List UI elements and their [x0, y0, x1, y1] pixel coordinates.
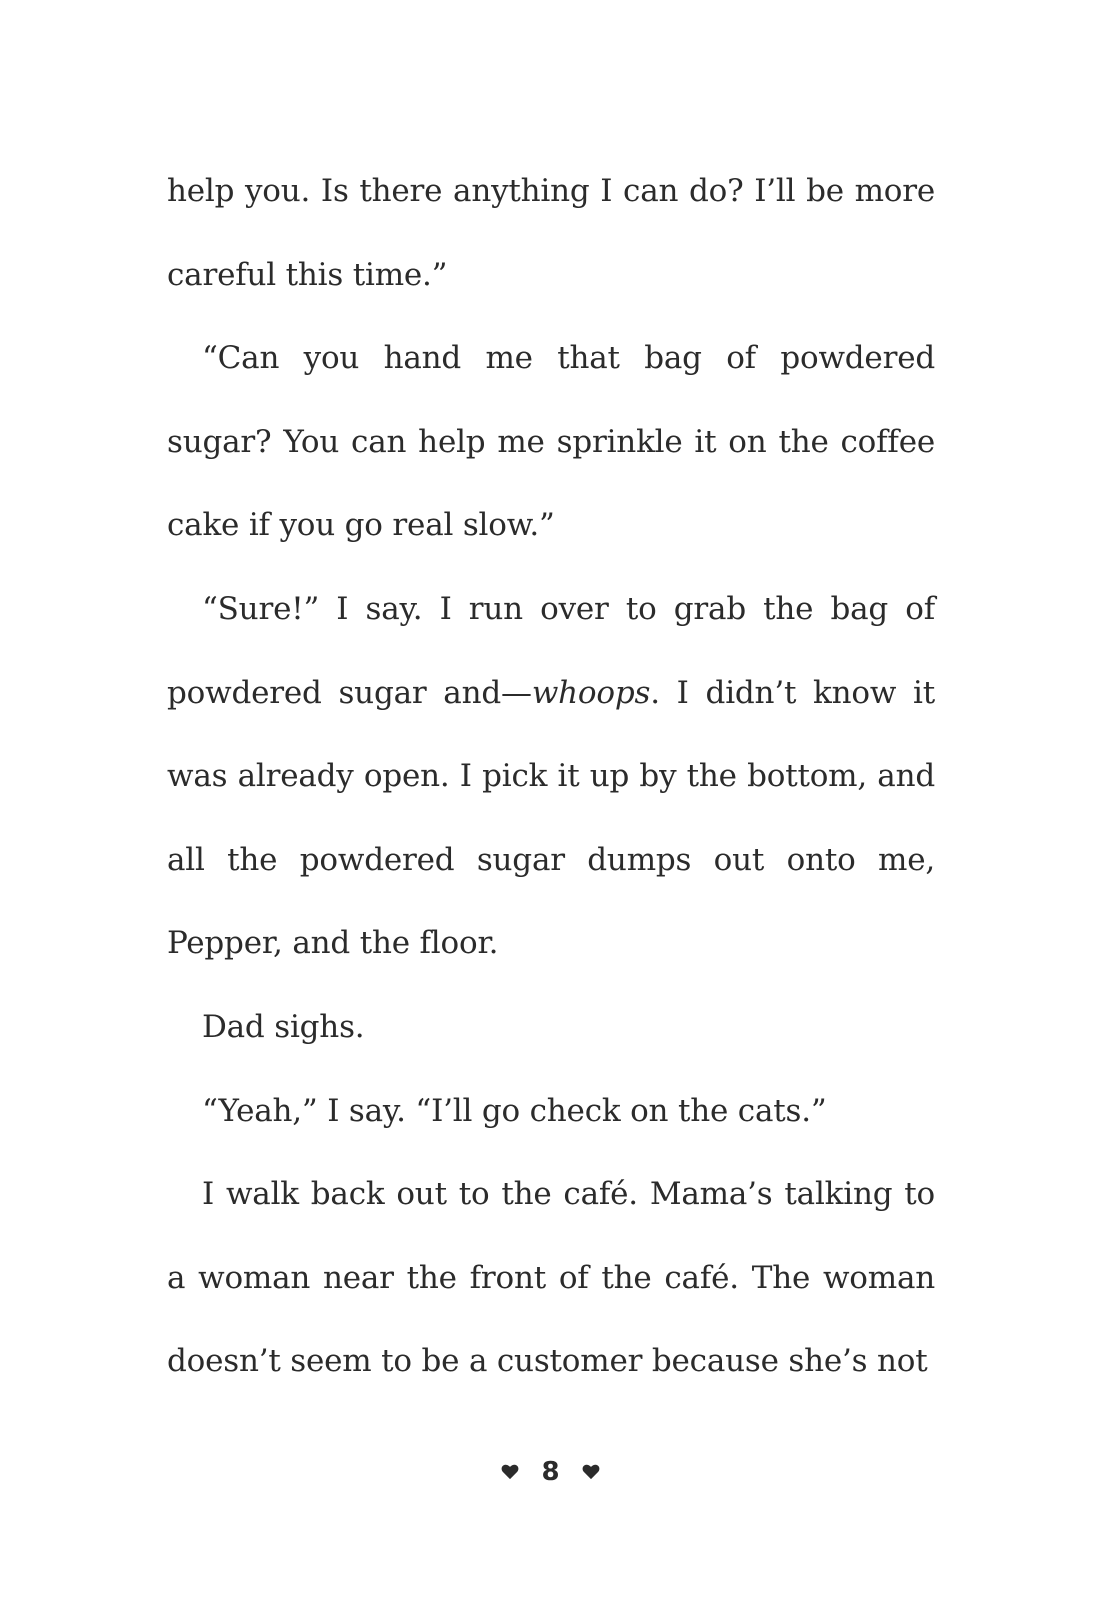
- emphasis-text: whoops: [531, 674, 651, 711]
- heart-icon: [582, 1464, 600, 1480]
- paragraph-5: [167, 1070, 935, 1154]
- paragraph-text: Dad sighs.: [202, 1008, 365, 1045]
- paragraph-text: help you. Is there anything I can do? I’ll be more careful this time.”: [167, 173, 935, 293]
- body-text: [167, 150, 935, 1404]
- page-number: 8: [541, 1457, 560, 1487]
- paragraph-text: “Can you hand me that bag of powdered sugar? You can help me sprinkle it on the coffee cake if you go real slow.”: [167, 340, 935, 544]
- paragraph-3: [167, 568, 935, 986]
- paragraph-text: . I didn’t know it was already open. I pick it up by the bottom, and all the powdered sugar dumps out onto me, Pepper, and the floor.: [167, 674, 935, 962]
- paragraph-4: [167, 986, 935, 1070]
- paragraph-2: [167, 317, 935, 568]
- paragraph-6: [167, 1153, 935, 1404]
- heart-icon: [501, 1464, 519, 1480]
- paragraph-text: I walk back out to the café. Mama’s talking to a woman near the front of the café. The woman doesn’t seem to be a customer because she’s not: [167, 1176, 935, 1380]
- paragraph-1: [167, 150, 935, 317]
- page-footer: [0, 1452, 1101, 1492]
- paragraph-text: “Yeah,” I say. “I’ll go check on the cats.”: [202, 1092, 827, 1129]
- paragraph-text: “Sure!” I say. I run over to grab the bag of powdered sugar and—: [167, 590, 935, 711]
